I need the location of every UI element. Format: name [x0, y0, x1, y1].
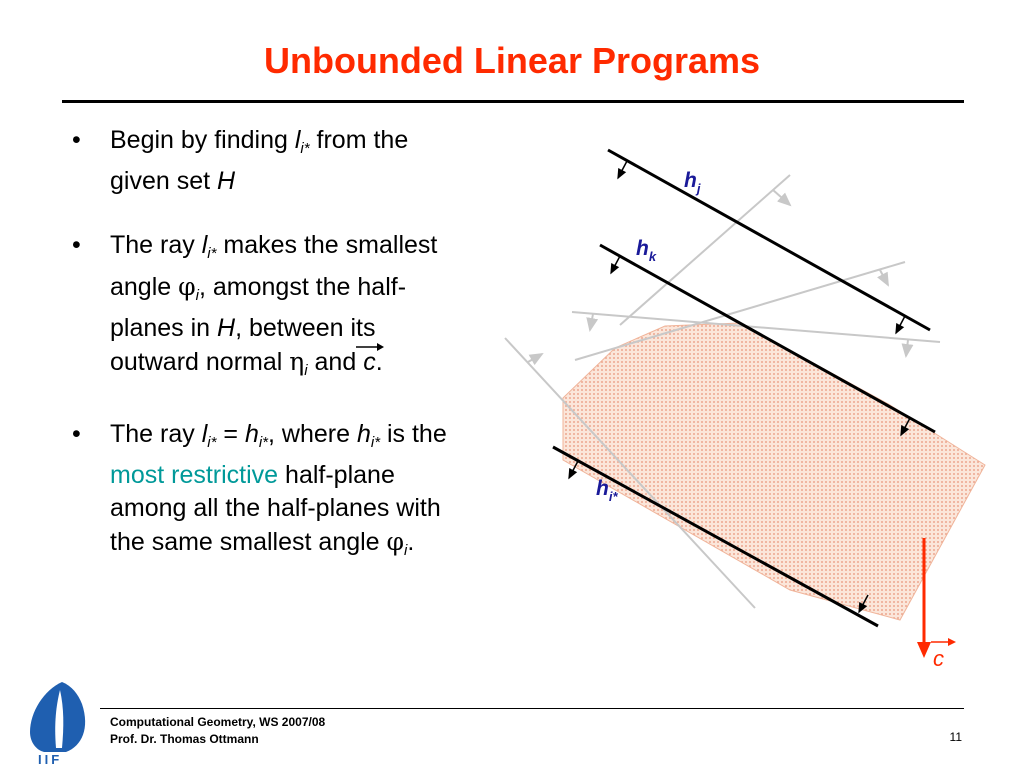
- var-phi: φ: [178, 272, 196, 301]
- bullet-3-text-4: half-plane among all the half-planes with the same smallest angle: [110, 461, 441, 556]
- normal-hj-right: [896, 316, 905, 333]
- feasible-region: [563, 323, 985, 620]
- highlight-most-restrictive: most restrictive: [110, 461, 279, 489]
- gray-normal-2: [880, 270, 888, 285]
- bullet-1-text: Begin by finding: [110, 126, 295, 154]
- label-c: c: [933, 646, 944, 671]
- var-phi: φ: [386, 527, 405, 556]
- gray-normal-3: [590, 314, 593, 330]
- footer-course: Computational Geometry, WS 2007/08: [110, 715, 326, 729]
- logo-text: IIF: [38, 752, 63, 766]
- bullet-2-text-5: and: [307, 348, 364, 376]
- equals: =: [216, 420, 245, 448]
- var-h: h: [244, 420, 259, 448]
- normal-hk-left: [611, 256, 620, 273]
- var-H: H: [217, 314, 236, 342]
- bullet-2-text-3: , amongst the half-planes in: [110, 273, 407, 342]
- subscript: i: [404, 542, 408, 559]
- bullet-1-text-2: from the given set: [110, 126, 409, 195]
- slide-title: Unbounded Linear Programs: [263, 40, 761, 81]
- var-h: h: [356, 420, 371, 448]
- var-l: l: [294, 126, 301, 154]
- iif-logo: [22, 680, 92, 766]
- bullet-3-text: The ray: [110, 420, 202, 448]
- footer-rule: [100, 708, 964, 709]
- subscript: i*: [207, 245, 217, 262]
- subscript: i*: [370, 434, 381, 451]
- subscript: i: [304, 362, 308, 379]
- page-number: 11: [949, 730, 962, 744]
- subscript: i*: [258, 434, 269, 451]
- normal-hj-left: [618, 161, 627, 178]
- var-eta: η: [289, 347, 305, 376]
- label-hi: $h_{i*}$: [596, 477, 618, 504]
- bullet-3-text-5: .: [407, 528, 415, 556]
- var-l: l: [201, 420, 208, 448]
- subscript: i: [195, 287, 199, 304]
- footer-author: Prof. Dr. Thomas Ottmann: [110, 732, 259, 746]
- bullet-3-text-2: , where: [268, 420, 357, 448]
- arrow-c-head: [917, 642, 931, 658]
- label-c-vector-head: [948, 638, 956, 646]
- bullet-2-text-6: .: [375, 348, 383, 376]
- label-hj: $h_j$: [684, 169, 701, 196]
- bullet-2-text-2: makes the smallest angle: [110, 231, 438, 301]
- bullet-2-text-4: , between its outward normal: [110, 314, 376, 376]
- label-hk: $h_k$: [636, 237, 657, 264]
- gray-normal-1: [773, 190, 790, 205]
- bullet-3-text-3: is the: [380, 420, 447, 448]
- var-c: c: [363, 348, 376, 376]
- var-H: H: [217, 167, 236, 195]
- bullet-2-text: The ray: [110, 231, 202, 259]
- gray-normal-5: [528, 354, 542, 362]
- subscript: i*: [300, 140, 310, 157]
- var-l: l: [201, 231, 208, 259]
- subscript: i*: [207, 434, 217, 451]
- gray-normal-4: [906, 340, 908, 356]
